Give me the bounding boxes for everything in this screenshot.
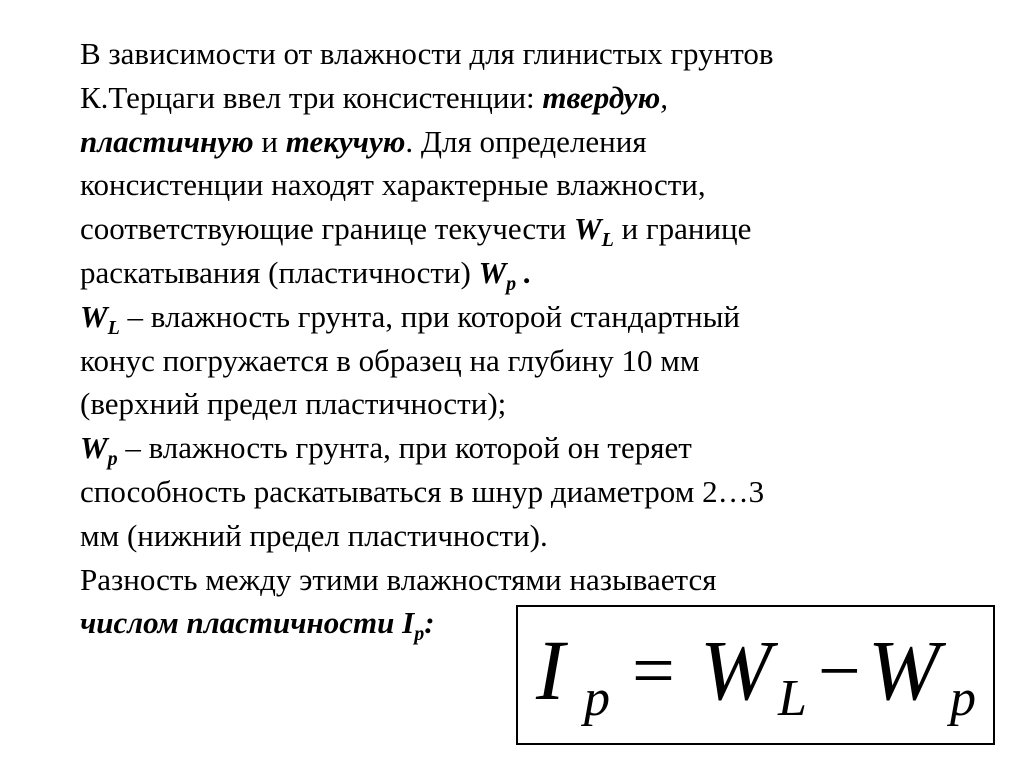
text-line-12: мм (нижний предел пластичности). (80, 517, 548, 553)
term-fluid: текучую (285, 123, 406, 159)
text-line-4: консистенции находят характерные влажности, (80, 167, 706, 203)
formula-w2: W (868, 622, 940, 718)
symbol-wl: $W_L$ (574, 211, 614, 252)
symbol-wl: $W_L$ (80, 298, 120, 339)
symbol-ip: $I_p$ (402, 605, 425, 646)
formula-i: I (536, 622, 565, 718)
formula-equals: = (632, 629, 675, 713)
formula-minus: − (818, 629, 861, 713)
formula-i-sub: p (584, 670, 610, 727)
text-line-9: (верхний предел пластичности); (80, 386, 507, 422)
plasticity-index-formula (516, 605, 995, 745)
text-line-7: $W_L$ – влажность грунта, при которой стандартный (80, 298, 741, 339)
term-plastic: пластичную (80, 123, 254, 159)
text-line-13: Разность между этими влажностями называется (80, 561, 717, 597)
formula-w1: W (700, 622, 772, 718)
text-line-11: способность раскатываться в шнур диаметром 2…3 (80, 473, 765, 509)
text-line-10: $W_p$ – влажность грунта, при которой он теряет (80, 430, 692, 471)
formula-w2-sub: p (950, 670, 976, 727)
text-line-14: числом пластичности $I_p$: (80, 605, 435, 646)
text-line-8: конус погружается в образец на глубину 10 мм (80, 342, 700, 378)
text-line-3: пластичную и текучую. Для определения (80, 123, 647, 159)
symbol-wp: $W_p$ (478, 254, 517, 295)
term-plasticity-index: числом пластичности (80, 605, 403, 641)
text-line-1: В зависимости от влажности для глинистых грунтов (80, 36, 774, 71)
text-line-2: К.Терцаги ввел три консистенции: твердую, (80, 79, 668, 115)
text-line-5: соответствующие границе текучести $W_L$ и границе (80, 211, 752, 252)
term-solid: твердую (542, 79, 661, 115)
symbol-wp: $W_p$ (80, 430, 118, 471)
text-line-6: раскатывания (пластичности) $W_p$ . (80, 254, 532, 295)
formula-w1-sub: L (778, 670, 807, 727)
slide-text-body (80, 32, 980, 645)
